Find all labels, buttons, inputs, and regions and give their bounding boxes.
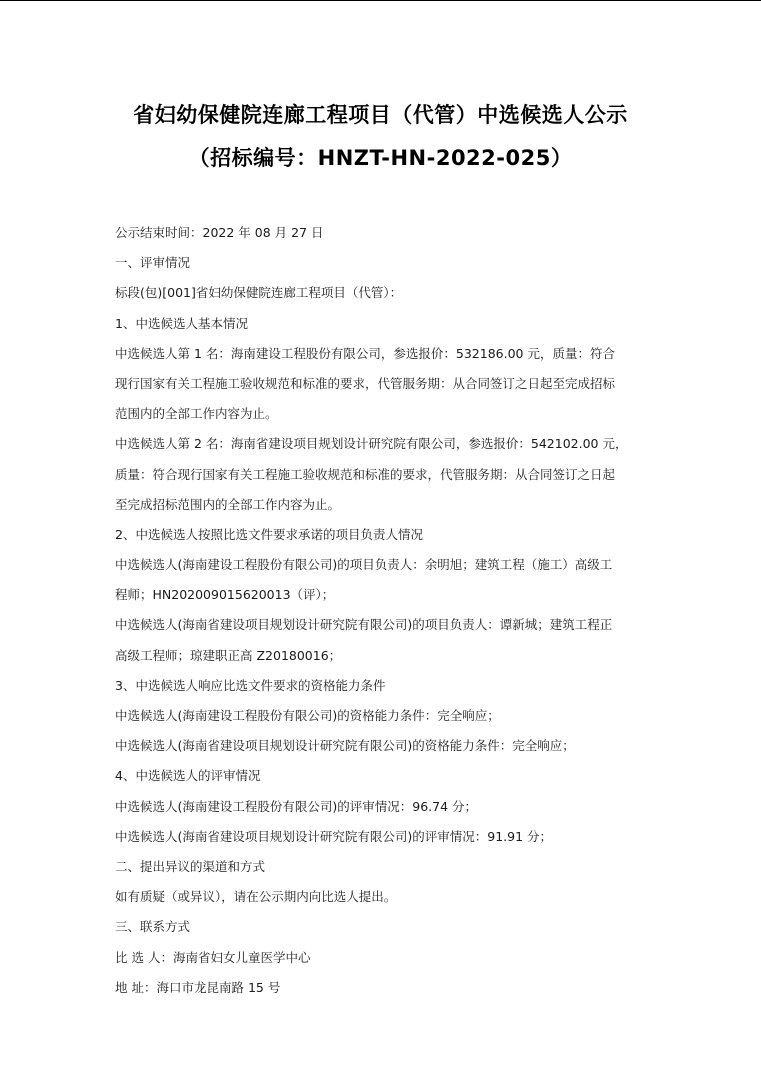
document-body: [115, 218, 651, 1003]
section-heading-objection: 二、提出异议的渠道和方式: [115, 858, 266, 874]
top-border-line: [0, 0, 761, 1]
candidate-2-paragraph: 质量：符合现行国家有关工程施工验收规范和标准的要求，代管服务期：从合同签订之日起: [115, 466, 616, 482]
candidate-2-paragraph: 中选候选人第 2 名：海南省建设项目规划设计研究院有限公司，参选报价：542102.00 元，: [115, 436, 628, 452]
contact-selector: 比 选 人：海南省妇女儿童医学中心: [115, 949, 311, 965]
objection-instruction: 如有质疑（或异议），请在公示期内向比选人提出。: [115, 889, 397, 905]
candidate-2-score: 中选候选人(海南省建设项目规划设计研究院有限公司)的评审情况：91.91 分；: [115, 828, 553, 844]
candidate-1-paragraph: 范围内的全部工作内容为止。: [115, 406, 278, 422]
candidate-1-score: 中选候选人(海南建设工程股份有限公司)的评审情况：96.74 分；: [115, 798, 478, 814]
candidate-2-paragraph: 至完成招标范围内的全部工作内容为止。: [115, 496, 341, 512]
candidate-2-leader: 高级工程师；琼建职正高 Z20180016；: [115, 647, 342, 663]
subsection-heading-qualification: 3、中选候选人响应比选文件要求的资格能力条件: [115, 677, 386, 693]
lot-description: 标段(包)[001]省妇幼保健院连廊工程项目（代管）：: [115, 285, 403, 301]
candidate-1-qualification: 中选候选人(海南建设工程股份有限公司)的资格能力条件：完全响应；: [115, 708, 500, 723]
candidate-1-paragraph: 现行国家有关工程施工验收规范和标准的要求，代管服务期：从合同签订之日起至完成招标: [115, 375, 616, 391]
candidate-2-qualification: 中选候选人(海南省建设项目规划设计研究院有限公司)的资格能力条件：完全响应；: [115, 738, 575, 754]
subsection-heading-basic-info: 1、中选候选人基本情况: [115, 315, 248, 331]
publicity-end-time: 公示结束时间：2022 年 08 月 27 日: [115, 225, 324, 240]
candidate-1-leader: 中选候选人(海南建设工程股份有限公司)的项目负责人：余明旭；建筑工程（施工）高级工: [115, 557, 613, 573]
document-title: 省妇幼保健院连廊工程项目（代管）中选候选人公示: [133, 103, 628, 127]
candidate-2-leader: 中选候选人(海南省建设项目规划设计研究院有限公司)的项目负责人：谭新城；建筑工程正: [115, 617, 613, 633]
section-heading-review: 一、评审情况: [115, 255, 191, 271]
subsection-heading-project-leader: 2、中选候选人按照比选文件要求承诺的项目负责人情况: [115, 526, 423, 542]
section-heading-contact: 三、联系方式: [115, 919, 191, 935]
subsection-heading-review-results: 4、中选候选人的评审情况: [115, 768, 261, 784]
candidate-1-paragraph: 中选候选人第 1 名：海南建设工程股份有限公司，参选报价：532186.00 元，质量：符合: [115, 345, 615, 361]
contact-address: 地 址：海口市龙昆南路 15 号: [115, 979, 281, 995]
tender-number-title: （招标编号：HNZT-HN-2022-025）: [188, 146, 573, 170]
candidate-1-leader: 程师；HN202009015620013（评）；: [115, 587, 335, 603]
